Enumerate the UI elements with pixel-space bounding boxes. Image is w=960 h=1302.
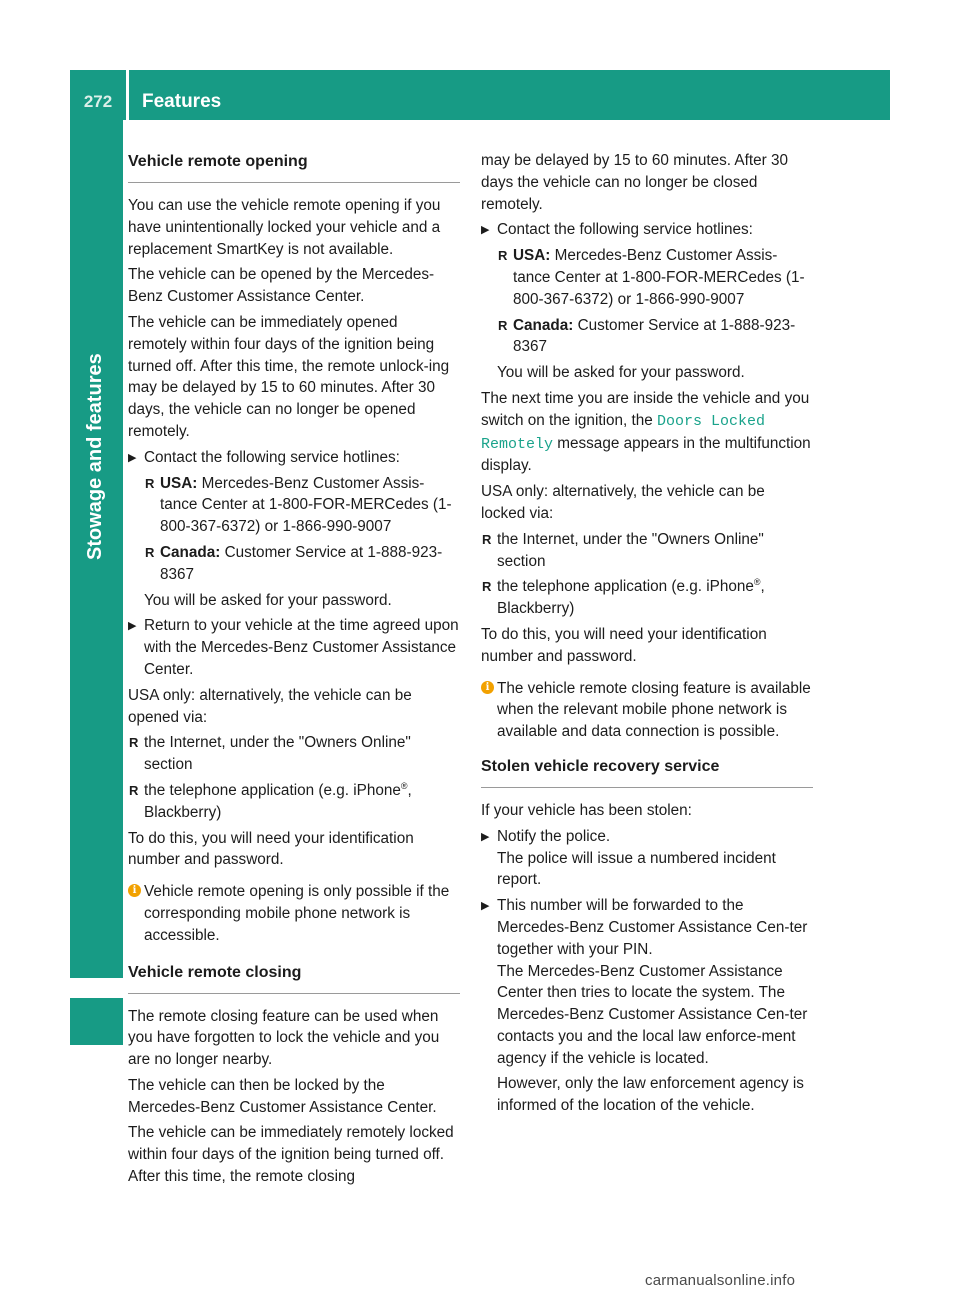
list-item-text: , Blackberry): [497, 578, 765, 618]
step-item: [481, 895, 813, 1069]
footer-watermark: carmanualsonline.info: [645, 1272, 796, 1289]
section-title-stolen-vehicle: Stolen vehicle recovery service: [481, 757, 813, 788]
paragraph: The remote closing feature can be used when you have forgotten to lock the vehicle and you are no longer nearby.: [128, 1007, 440, 1069]
registered-mark: ®: [753, 577, 761, 588]
step-note: You will be asked for your password.: [497, 364, 745, 382]
list-item: [481, 315, 813, 359]
bullet-r-icon: R: [129, 735, 139, 751]
paragraph: USA only: alternatively, the vehicle can be locked via:: [481, 483, 765, 522]
step-note: You will be asked for your password.: [144, 591, 392, 609]
list-item-text: Customer Service at 1-888-923-8367: [160, 543, 443, 583]
right-column: [481, 150, 813, 1121]
paragraph: The vehicle can then be locked by the Mercedes-Benz Customer Assistance Center.: [128, 1076, 437, 1116]
paragraph: To do this, you will need your identification number and password.: [128, 829, 414, 869]
list-item: [128, 732, 460, 776]
page-number: 272: [83, 92, 113, 111]
paragraph: To do this, you will need your identification number and password.: [481, 625, 767, 665]
step-text: Contact the following service hotlines:: [497, 221, 753, 239]
section-title-remote-closing: Vehicle remote closing: [128, 963, 460, 994]
side-tab-marker: [70, 998, 123, 1045]
list-item-label: Canada:: [160, 543, 221, 561]
step-result: The Mercedes-Benz Customer Assistance Center then tries to locate the system. The Mercedes-Benz Customer Assistance Cen-ter contacts you and the local law enforce-ment agency if the vehicle is located.: [497, 962, 808, 1067]
paragraph: The vehicle can be opened by the Mercedes-Benz Customer Assistance Center.: [128, 266, 435, 306]
list-item-label: USA:: [513, 247, 551, 265]
list-item-text: the Internet, under the "Owners Online" section: [144, 734, 411, 774]
paragraph-text: message appears in the multifunction display.: [481, 434, 811, 475]
page-title: Features: [142, 91, 222, 112]
info-note: [128, 881, 460, 946]
step-result: The police will issue a numbered incident report.: [497, 849, 776, 889]
step-item: [481, 219, 813, 241]
list-item-text: Mercedes-Benz Customer Assis-tance Center at 1-800-FOR-MERCedes (1-800-367-6372) or 1-866-990-9007: [513, 247, 805, 308]
list-item-label: USA:: [160, 474, 198, 492]
step-text: Return to your vehicle at the time agreed upon with the Mercedes-Benz Customer Assistance Center.: [144, 617, 459, 678]
list-item-label: Canada:: [513, 316, 574, 334]
list-item-text: Customer Service at 1-888-923-8367: [513, 316, 796, 356]
bullet-r-icon: R: [498, 248, 508, 264]
paragraph: [481, 388, 813, 477]
list-item: [128, 473, 460, 538]
list-item: [128, 542, 460, 586]
step-text: This number will be forwarded to the Mercedes-Benz Customer Assistance Cen-ter together with your PIN.: [497, 897, 808, 958]
registered-mark: ®: [400, 780, 408, 791]
step-item: [128, 447, 460, 469]
side-tab-label: Stowage and features: [84, 353, 106, 560]
paragraph: The vehicle can be immediately remotely locked within four days of the ignition being turned off. After this time, the remote closing: [128, 1124, 454, 1186]
display-message: Doors Locked Remotely: [481, 412, 766, 453]
info-text: The vehicle remote closing feature is available when the relevant mobile phone network is available and data connection is possible.: [497, 679, 811, 741]
arrow-right-icon: ▶: [128, 451, 137, 464]
info-icon: i: [481, 681, 494, 694]
left-column: [128, 150, 460, 1192]
info-text: Vehicle remote opening is only possible if the corresponding mobile phone network is accessible.: [144, 883, 450, 944]
bullet-r-icon: R: [145, 475, 155, 491]
list-item: [481, 529, 813, 573]
paragraph: You can use the vehicle remote opening if you have unintentionally locked your vehicle and a replacement SmartKey is not available.: [128, 197, 441, 258]
paragraph-text: The next time you are inside the vehicle and you switch on the ignition, the: [481, 389, 810, 429]
list-item: [481, 576, 813, 620]
info-icon: i: [128, 884, 141, 897]
paragraph: may be delayed by 15 to 60 minutes. After 30 days the vehicle can no longer be closed remotely.: [481, 152, 788, 213]
list-item-text: , Blackberry): [144, 781, 412, 821]
arrow-right-icon: ▶: [481, 900, 490, 913]
arrow-right-icon: ▶: [128, 620, 137, 633]
page-header: [70, 70, 890, 120]
bullet-r-icon: R: [482, 531, 492, 547]
step-note: However, only the law enforcement agency is informed of the location of the vehicle.: [497, 1075, 804, 1115]
step-text: Notify the police.: [497, 827, 611, 845]
paragraph: USA only: alternatively, the vehicle can be opened via:: [128, 686, 412, 726]
info-note: [481, 678, 813, 743]
arrow-right-icon: ▶: [481, 830, 490, 843]
bullet-r-icon: R: [145, 544, 155, 560]
bullet-r-icon: R: [498, 317, 508, 333]
bullet-r-icon: R: [129, 782, 139, 798]
step-text: Contact the following service hotlines:: [144, 448, 400, 466]
step-item: [128, 615, 460, 680]
list-item: [481, 245, 813, 310]
list-item-text: the telephone application (e.g. iPhone: [144, 781, 401, 799]
paragraph: The vehicle can be immediately opened remotely within four days of the ignition being turned off. After this time, the remote unlock-ing may be delayed by 15 to 60 minutes. After 30 days, the vehicle can no longer be opened remotely.: [128, 313, 450, 440]
list-item-text: Mercedes-Benz Customer Assis-tance Center at 1-800-FOR-MERCedes (1-800-367-6372) or 1-866-990-9007: [160, 474, 452, 536]
paragraph: If your vehicle has been stolen:: [481, 801, 692, 819]
step-item: [481, 826, 813, 891]
list-item-text: the Internet, under the "Owners Online" section: [497, 530, 764, 570]
arrow-right-icon: ▶: [481, 224, 490, 237]
header-divider: [126, 70, 129, 120]
bullet-r-icon: R: [482, 579, 492, 595]
list-item-text: the telephone application (e.g. iPhone: [497, 578, 754, 596]
list-item: [128, 780, 460, 824]
section-title-remote-opening: Vehicle remote opening: [128, 152, 460, 183]
